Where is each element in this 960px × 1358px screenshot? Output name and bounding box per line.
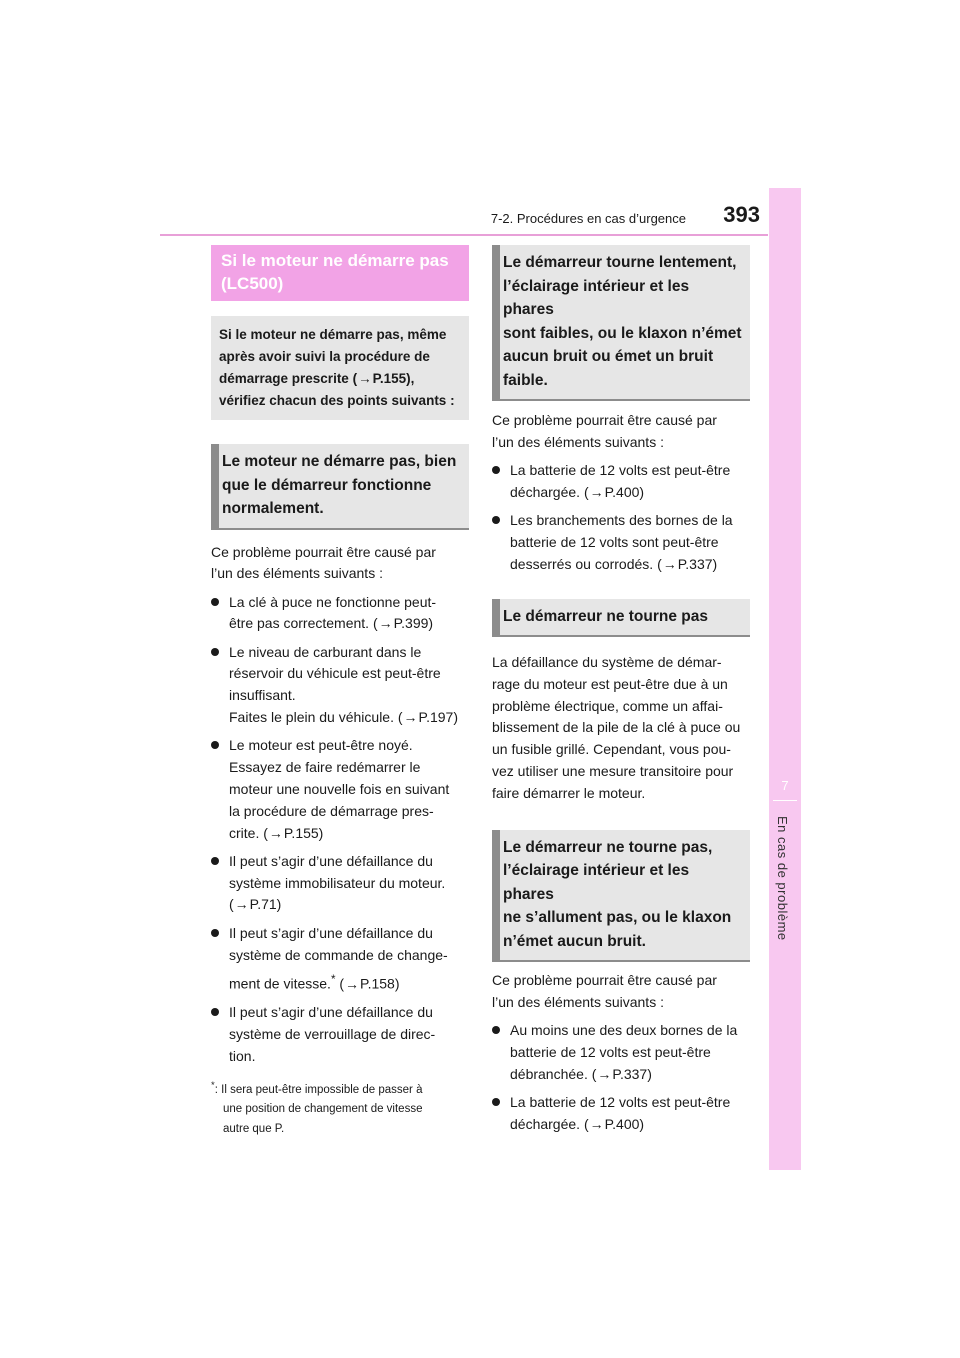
bullet-icon (211, 1008, 219, 1016)
item-line: tion. (229, 1047, 256, 1064)
item-line: insuffisant. (229, 687, 296, 704)
bullet-icon (492, 1026, 500, 1034)
intro-line: Si le moteur ne démarre pas, même (219, 327, 447, 342)
subheading-box (492, 830, 750, 963)
page-reference-link[interactable]: P.337) (612, 1065, 652, 1082)
footnote-line: une position de changement de vitesse (223, 1103, 423, 1116)
subheading-line: Le démarreur ne tourne pas (503, 607, 709, 625)
list-item (211, 735, 469, 844)
item-text: ( (229, 896, 234, 913)
cause-paragraph (211, 542, 469, 586)
section-label: 7-2. Procédures en cas d’urgence (490, 211, 686, 226)
reference-arrow-icon: → (234, 896, 249, 913)
item-text: ment de vitesse. (229, 976, 331, 992)
reference-arrow-icon: → (403, 709, 418, 726)
cause-paragraph (492, 970, 750, 1014)
title-line: (LC500) (221, 274, 284, 293)
page-reference-link[interactable]: P.155), (372, 371, 415, 386)
explanation-paragraph (492, 652, 750, 805)
item-line: Le niveau de carburant dans le (229, 643, 422, 660)
item-line: Il peut s’agir d’une défaillance du (229, 1004, 433, 1021)
page-number: 393 (723, 202, 760, 227)
footnote-line: autre que P. (223, 1122, 285, 1135)
reference-arrow-icon: → (378, 615, 393, 632)
paragraph-line: problème électrique, comme un affai- (492, 697, 723, 714)
item-line: Le moteur est peut-être noyé. (229, 737, 413, 754)
item-line (229, 613, 469, 635)
page-reference-link[interactable]: P.399) (393, 615, 434, 632)
intro-line: vérifiez chacun des points suivants : (219, 393, 455, 408)
paragraph-line: Ce problème pourrait être causé par (492, 972, 717, 989)
item-line: Il peut s’agir d’une défaillance du (229, 852, 433, 869)
page-reference-link[interactable]: P.400) (604, 483, 645, 500)
item-line: Essayez de faire redémarrer le (229, 759, 421, 776)
subheading-line: Le moteur ne démarre pas, bien (222, 453, 457, 470)
subheading-box (211, 444, 469, 530)
subheading-line: n’émet aucun bruit. (503, 932, 646, 950)
list-item (492, 510, 750, 575)
intro-line (219, 368, 461, 390)
item-line: système de commande de change- (229, 946, 448, 963)
item-text: Faites le plein du véhicule. ( (229, 709, 403, 726)
list-item (211, 1002, 469, 1067)
item-text: déchargée. ( (510, 1115, 589, 1132)
cause-list (211, 592, 469, 1068)
paragraph-line: Ce problème pourrait être causé par (492, 412, 717, 428)
reference-arrow-icon: → (589, 483, 604, 500)
item-line (229, 707, 469, 729)
paragraph-line: un fusible grillé. Cependant, vous pou- (492, 741, 731, 758)
list-item (492, 460, 750, 504)
cause-list (492, 460, 750, 575)
page-reference-link[interactable]: P.400) (604, 1115, 645, 1132)
item-line: système de verrouillage de direc- (229, 1026, 436, 1043)
intro-box (211, 316, 469, 420)
paragraph-line: vez utiliser une mesure transitoire pour (492, 763, 734, 780)
item-text: crite. ( (229, 824, 268, 841)
right-column (492, 245, 750, 1136)
page-reference-link[interactable]: P.71) (249, 896, 282, 913)
subheading-line: Le démarreur ne tourne pas, (503, 838, 713, 856)
item-text: ( (335, 976, 345, 992)
item-text: desserrés ou corrodés. ( (510, 555, 662, 572)
item-line (510, 554, 750, 576)
paragraph-line: l’un des éléments suivants : (211, 565, 383, 582)
section-title-box (211, 245, 469, 301)
item-line: moteur une nouvelle fois en suivant (229, 780, 450, 797)
item-line (229, 823, 469, 845)
list-item (211, 851, 469, 916)
subheading-line: l’éclairage intérieur et les phares (503, 277, 690, 318)
cause-list (492, 1020, 750, 1135)
bullet-icon (492, 466, 500, 474)
subheading-line: l’éclairage intérieur et les phares (503, 862, 690, 903)
item-line (229, 894, 469, 916)
intro-line: après avoir suivi la procédure de (219, 349, 430, 364)
chapter-number: 7 (781, 778, 789, 793)
intro-text: démarrage prescrite ( (219, 371, 358, 386)
footnote (211, 1076, 469, 1139)
title-line: Si le moteur ne démarre pas (221, 251, 449, 270)
list-item (492, 1092, 750, 1136)
page-reference-link[interactable]: P.197) (418, 709, 458, 726)
page-reference-link[interactable]: P.337) (677, 555, 718, 572)
item-line: la procédure de démarrage pres- (229, 802, 434, 819)
paragraph-line: La défaillance du système de démar- (492, 654, 722, 671)
list-item (211, 642, 469, 729)
subheading-line: sont faibles, ou le klaxon n’émet (503, 324, 742, 342)
reference-arrow-icon: → (597, 1065, 612, 1082)
list-item (211, 592, 469, 636)
paragraph-line: l’un des éléments suivants : (492, 433, 664, 450)
subheading-line: faible. (503, 371, 548, 389)
reference-arrow-icon: → (345, 976, 360, 992)
item-line: Il peut s’agir d’une défaillance du (229, 924, 433, 941)
item-line: Au moins une des deux bornes de la (510, 1022, 738, 1039)
item-line (510, 1114, 750, 1136)
bullet-icon (211, 598, 219, 606)
item-line: La batterie de 12 volts est peut-être (510, 462, 731, 479)
item-line: La clé à puce ne fonctionne peut- (229, 593, 437, 610)
paragraph-line: faire démarrer le moteur. (492, 784, 646, 801)
footnote-line (211, 1076, 469, 1100)
item-text: être pas correctement. ( (229, 615, 378, 632)
paragraph-line: rage du moteur est peut-être due à un (492, 675, 728, 692)
reference-arrow-icon: → (358, 371, 372, 386)
left-column (211, 245, 469, 1139)
reference-arrow-icon: → (589, 1115, 604, 1132)
item-line (510, 482, 750, 504)
bullet-icon (492, 516, 500, 524)
item-line: Les branchements des bornes de la (510, 512, 733, 529)
subheading-line: ne s’allument pas, ou le klaxon (503, 909, 732, 927)
paragraph-line: Ce problème pourrait être causé par (211, 543, 436, 560)
tab-divider (773, 800, 797, 801)
subheading-box (492, 245, 750, 401)
footnote-marker: * (330, 973, 336, 987)
bullet-icon (211, 929, 219, 937)
chapter-side-tab (769, 188, 801, 1170)
paragraph-line: l’un des éléments suivants : (492, 993, 664, 1010)
list-item (492, 1020, 750, 1085)
reference-arrow-icon: → (662, 555, 677, 572)
bullet-icon (211, 741, 219, 749)
item-line (229, 969, 469, 995)
footnote-text: : Il sera peut-être impossible de passer à (214, 1083, 423, 1096)
page-reference-link[interactable]: P.155) (283, 824, 324, 841)
item-line: système immobilisateur du moteur. (229, 874, 446, 891)
page-reference-link[interactable]: P.158) (360, 976, 400, 992)
bullet-icon (492, 1098, 500, 1106)
reference-arrow-icon: → (268, 824, 283, 841)
bullet-icon (211, 648, 219, 656)
subheading-line: aucun bruit ou émet un bruit (503, 348, 714, 365)
paragraph-line: blissement de la pile de la clé à puce ou (492, 719, 741, 736)
item-line: La batterie de 12 volts est peut-être (510, 1094, 731, 1111)
item-line: réservoir du véhicule est peut-être (229, 665, 441, 682)
bullet-icon (211, 857, 219, 865)
chapter-title: En cas de problème (775, 816, 790, 941)
cause-paragraph (492, 410, 750, 454)
page-header (160, 200, 768, 236)
subheading-line: que le démarreur fonctionne (222, 476, 432, 494)
item-text: déchargée. ( (510, 483, 589, 500)
item-line (510, 1064, 750, 1086)
footnote-marker: * (211, 1079, 215, 1091)
item-line: batterie de 12 volts est peut-être (510, 1044, 711, 1061)
subheading-box (492, 599, 750, 638)
item-text: débranchée. ( (510, 1065, 597, 1082)
list-item (211, 923, 469, 996)
subheading-line: Le démarreur tourne lentement, (503, 254, 737, 271)
subheading-line: normalement. (222, 500, 324, 517)
item-line: batterie de 12 volts sont peut-être (510, 533, 719, 550)
